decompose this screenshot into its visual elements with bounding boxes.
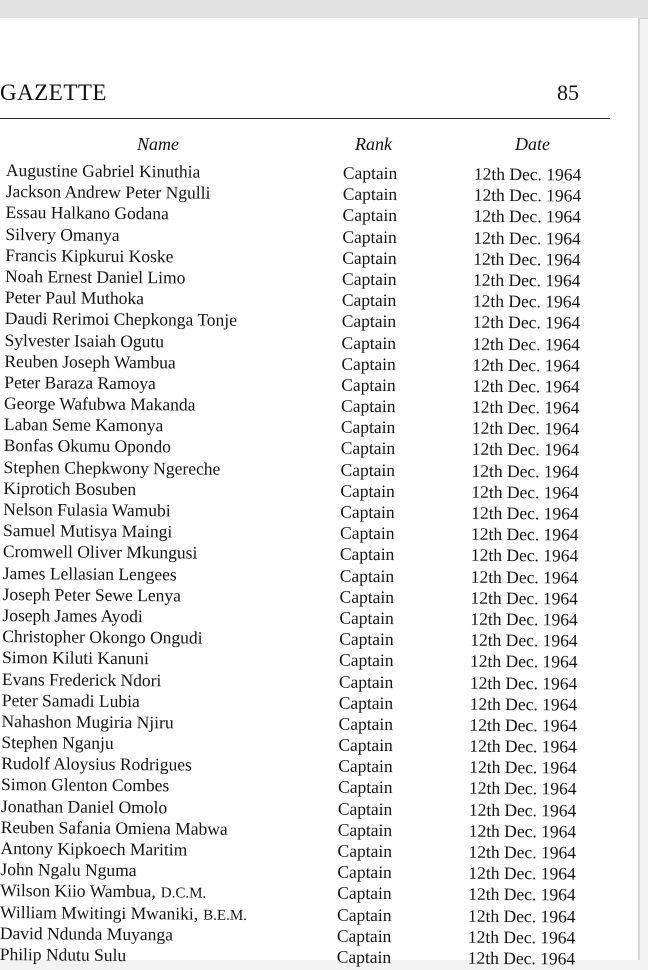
officer-rank: Captain	[341, 332, 397, 353]
officer-name	[6, 202, 169, 224]
officer-name	[2, 711, 174, 734]
officer-name-text: Silvery Omanya	[5, 223, 120, 245]
officer-name-text: Simon Glenton Combes	[1, 774, 170, 796]
officer-name	[4, 372, 156, 394]
commission-date: 12th Dec. 1964	[472, 375, 580, 397]
officer-name-text: Samuel Mutisya Maingi	[3, 520, 173, 542]
officer-name	[6, 160, 201, 183]
officer-name	[3, 478, 136, 500]
commission-date: 12th Dec. 1964	[470, 523, 579, 545]
officer-name	[4, 393, 196, 416]
officer-name-text: Laban Seme Kamonya	[3, 414, 164, 436]
commission-date: 12th Dec. 1964	[471, 396, 580, 418]
column-header-name: Name	[137, 134, 179, 154]
officer-rank: Captain	[340, 459, 396, 480]
commission-date: 12th Dec. 1964	[467, 926, 576, 948]
commission-date: 12th Dec. 1964	[472, 312, 581, 333]
officer-name-text: Peter Paul Muthoka	[4, 287, 145, 309]
officer-rank: Captain	[336, 946, 392, 968]
officer-name-text: Bonfas Okumu Opondo	[3, 435, 172, 457]
officer-rank: Captain	[342, 226, 397, 247]
officer-name-text: John Ngalu Nguma	[0, 859, 137, 881]
page-number: 85	[557, 80, 579, 105]
commission-date: 12th Dec. 1964	[472, 333, 581, 355]
commission-date: 12th Dec. 1964	[469, 735, 577, 757]
header-rule	[0, 118, 610, 119]
officer-name	[3, 563, 177, 586]
officer-name-text: Peter Baraza Ramoya	[4, 371, 156, 394]
officer-rank: Captain	[339, 607, 394, 629]
officer-rank: Captain	[340, 416, 396, 438]
commission-date: 12th Dec. 1964	[471, 460, 580, 482]
officer-name-text: Noah Ernest Daniel Limo	[5, 265, 186, 288]
officer-name-text: Augustine Gabriel Kinuthia	[5, 160, 201, 182]
officer-name	[2, 605, 143, 627]
commission-date: 12th Dec. 1964	[468, 905, 576, 927]
officer-rank: Captain	[342, 247, 397, 268]
officer-rank: Captain	[341, 374, 396, 395]
decoration-suffix: D.C.M.	[160, 885, 207, 903]
commission-date: 12th Dec. 1964	[468, 862, 576, 884]
officer-rank: Captain	[342, 183, 398, 205]
officer-name	[3, 584, 182, 607]
officer-rank: Captain	[340, 480, 395, 501]
officer-name	[1, 732, 113, 754]
running-head	[0, 80, 610, 110]
officer-name	[5, 245, 173, 268]
officer-rank: Captain	[342, 205, 398, 226]
commission-date: 12th Dec. 1964	[467, 947, 576, 969]
officer-name-text: Nelson Fulasia Wamubi	[3, 499, 171, 521]
commission-date: 12th Dec. 1964	[473, 206, 582, 227]
officer-name	[5, 330, 165, 352]
commission-date: 12th Dec. 1964	[469, 672, 578, 694]
commission-date: 12th Dec. 1964	[471, 417, 580, 439]
officer-name	[4, 414, 164, 436]
officer-name-text: Reuben Joseph Wambua	[4, 350, 176, 373]
officer-name	[4, 435, 171, 458]
commission-date: 12th Dec. 1964	[468, 820, 577, 842]
officer-rank: Captain	[338, 777, 393, 798]
officer-name	[0, 923, 173, 946]
commission-date: 12th Dec. 1964	[470, 587, 579, 609]
commission-date: 12th Dec. 1964	[469, 714, 578, 736]
officer-name	[1, 753, 192, 776]
officer-rank: Captain	[338, 755, 393, 777]
commission-date: 12th Dec. 1964	[472, 354, 580, 376]
officer-name	[3, 499, 171, 522]
officer-list	[0, 160, 640, 970]
commission-date: 12th Dec. 1964	[473, 227, 581, 249]
officer-rank: Captain	[339, 649, 394, 671]
officer-name	[2, 647, 149, 669]
officer-name	[2, 626, 202, 649]
officer-name-text: Rudolf Aloysius Rodrigues	[1, 753, 192, 775]
commission-date: 12th Dec. 1964	[470, 629, 578, 651]
officer-name-text: Simon Kiluti Kanuni	[2, 647, 149, 669]
table-row	[0, 944, 634, 970]
officer-name-text: Daudi Rerimoi Chepkonga Tonje	[4, 308, 238, 331]
officer-name-text: Essau Halkano Godana	[5, 202, 169, 224]
officer-rank: Captain	[341, 353, 396, 374]
officer-rank: Captain	[341, 395, 396, 417]
officer-name-text: Christopher Okongo Ongudi	[2, 626, 203, 648]
officer-name	[1, 838, 188, 861]
officer-rank: Captain	[339, 586, 395, 607]
officer-rank: Captain	[342, 268, 397, 290]
commission-date: 12th Dec. 1964	[471, 502, 579, 524]
column-headers	[0, 134, 640, 158]
officer-name-text: Francis Kipkurui Koske	[5, 244, 174, 267]
officer-rank: Captain	[337, 819, 393, 840]
officer-name	[1, 817, 228, 840]
officer-name	[0, 944, 126, 966]
officer-name-text: Peter Samadi Lubia	[1, 689, 140, 711]
column-header-rank: Rank	[355, 134, 392, 154]
commission-date: 12th Dec. 1964	[473, 248, 581, 270]
commission-date: 12th Dec. 1964	[468, 884, 576, 905]
officer-name	[4, 457, 221, 480]
officer-name-text: James Lellasian Lengees	[2, 562, 177, 584]
officer-name-text: Joseph James Ayodi	[2, 604, 143, 627]
officer-rank: Captain	[337, 861, 392, 883]
officer-rank: Captain	[337, 840, 393, 862]
commission-date: 12th Dec. 1964	[471, 481, 579, 503]
commission-date: 12th Dec. 1964	[473, 184, 582, 206]
officer-name-text: William Mwitingi Mwaniki,	[0, 901, 199, 924]
officer-name	[5, 287, 144, 309]
officer-rank: Captain	[338, 734, 393, 756]
officer-name-text: Sylvester Isaiah Ogutu	[4, 329, 165, 351]
officer-name-text: David Ndunda Muyanga	[0, 922, 174, 945]
commission-date: 12th Dec. 1964	[469, 756, 577, 778]
commission-date: 12th Dec. 1964	[470, 545, 579, 566]
officer-rank: Captain	[342, 162, 398, 184]
officer-name	[2, 690, 140, 712]
officer-name	[5, 266, 185, 289]
officer-name-text: Reuben Safania Omiena Mabwa	[0, 816, 228, 839]
officer-name-text: Stephen Nganju	[1, 732, 114, 753]
officer-rank: Captain	[338, 713, 394, 734]
commission-date: 12th Dec. 1964	[468, 799, 577, 821]
viewer-top-bar	[0, 0, 648, 19]
officer-name-text: Wilson Kiio Wambua,	[0, 880, 156, 902]
officer-rank: Captain	[340, 522, 395, 544]
commission-date: 12th Dec. 1964	[470, 608, 578, 630]
commission-date: 12th Dec. 1964	[472, 269, 581, 291]
officer-name	[2, 669, 162, 691]
decoration-suffix: B.E.M.	[203, 907, 248, 924]
officer-name-text: Evans Frederick Ndori	[1, 668, 162, 690]
officer-name-text: Philip Ndutu Sulu	[0, 943, 127, 965]
commission-date: 12th Dec. 1964	[469, 778, 577, 799]
officer-name-text: Joseph Peter Sewe Lenya	[2, 583, 182, 606]
officer-rank: Captain	[339, 628, 394, 650]
officer-name	[3, 520, 172, 543]
commission-date: 12th Dec. 1964	[471, 439, 580, 460]
commission-date: 12th Dec. 1964	[473, 163, 582, 185]
officer-name-text: Jonathan Daniel Omolo	[0, 795, 168, 817]
officer-rank: Captain	[338, 692, 394, 713]
officer-name	[1, 774, 169, 797]
officer-name	[4, 351, 175, 374]
officer-rank: Captain	[337, 883, 392, 904]
commission-date: 12th Dec. 1964	[470, 651, 578, 672]
officer-name	[0, 859, 136, 881]
officer-name	[3, 541, 198, 564]
officer-name	[5, 308, 237, 331]
officer-name-text: Nahashon Mugiria Njiru	[1, 710, 174, 733]
officer-name-text: Antony Kipkoech Maritim	[0, 838, 188, 860]
column-header-date: Date	[515, 134, 550, 154]
commission-date: 12th Dec. 1964	[472, 290, 581, 312]
officer-rank: Captain	[336, 925, 392, 946]
officer-rank: Captain	[339, 565, 395, 586]
commission-date: 12th Dec. 1964	[470, 566, 579, 588]
commission-date: 12th Dec. 1964	[468, 841, 577, 863]
officer-name	[1, 796, 167, 819]
officer-name-text: Cromwell Oliver Mkungusi	[2, 541, 198, 563]
officer-name-text: Jackson Andrew Peter Ngulli	[5, 181, 211, 203]
officer-rank: Captain	[337, 798, 393, 819]
commission-date: 12th Dec. 1964	[469, 693, 578, 715]
officer-name-text: Kiprotich Bosuben	[3, 477, 137, 499]
officer-rank: Captain	[341, 289, 397, 311]
officer-name	[6, 181, 211, 204]
officer-rank: Captain	[338, 671, 394, 692]
officer-rank: Captain	[337, 904, 392, 925]
officer-rank: Captain	[339, 544, 395, 565]
gazette-title: GAZETTE	[0, 80, 107, 105]
officer-name	[5, 224, 119, 246]
officer-rank: Captain	[340, 501, 395, 523]
officer-name-text: George Wafubwa Makanda	[4, 393, 196, 415]
officer-rank: Captain	[341, 311, 397, 332]
officer-rank: Captain	[340, 438, 396, 459]
officer-name-text: Stephen Chepkwony Ngereche	[3, 456, 221, 479]
